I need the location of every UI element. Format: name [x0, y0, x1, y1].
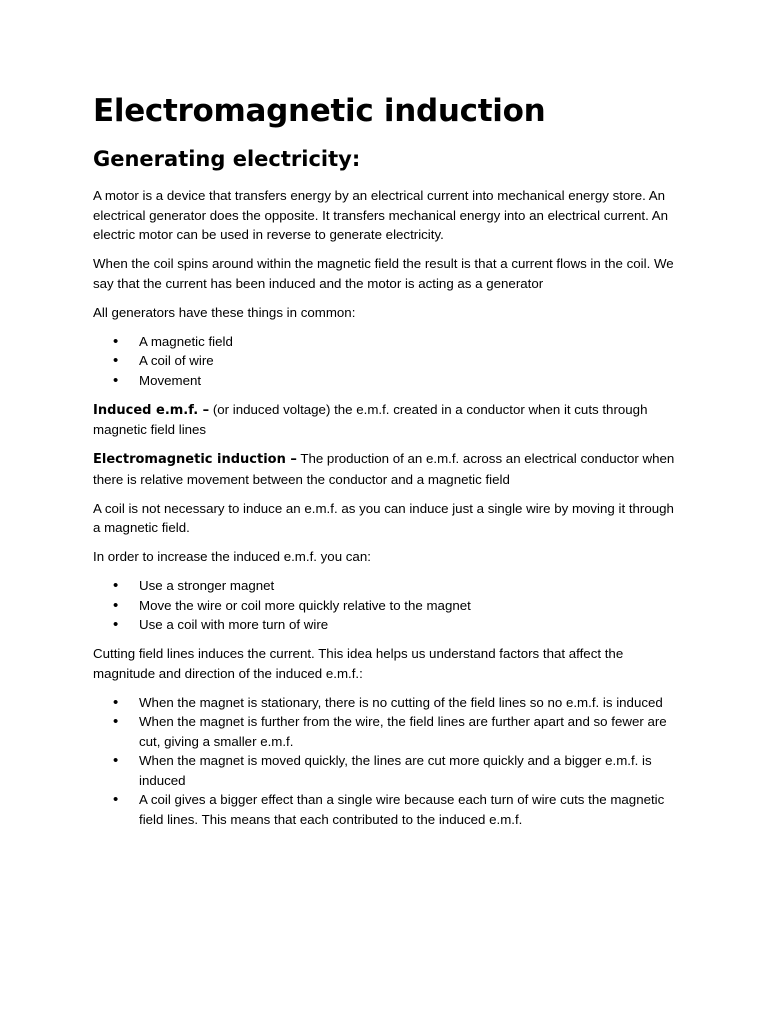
- definition-term: Electromagnetic induction –: [93, 452, 297, 467]
- paragraph-generators-common: All generators have these things in common:: [93, 304, 356, 320]
- paragraph-motor-generator: A motor is a device that transfers energy by an electrical current into mechanical energy store. An electrical generator does the opposite. It transfers mechanical energy into an electrical current. An electric motor can be used in reverse to generate electricity.: [93, 188, 669, 242]
- list-item: • When the magnet is moved quickly, the lines are cut more quickly and a bigger e.m.f. is induced: [93, 751, 683, 790]
- generator-requirements-list: [93, 332, 683, 391]
- list-item: • When the magnet is stationary, there is no cutting of the field lines so no e.m.f. is induced: [93, 693, 683, 713]
- page-title: Electromagnetic induction: [93, 93, 546, 129]
- definition-text: (or induced voltage) the e.m.f. created in a conductor when it cuts through magnetic field lines: [93, 401, 648, 437]
- definition-induced-emf: [93, 400, 683, 440]
- paragraph-cutting-field-lines: Cutting field lines induces the current. This idea helps us understand factors that affect the magnitude and direction of the induced e.m.f.:: [93, 646, 624, 681]
- list-item: • A coil gives a bigger effect than a single wire because each turn of wire cuts the magnetic field lines. This means that each contributed to the induced e.m.f.: [93, 790, 683, 829]
- definition-term: Induced e.m.f. –: [93, 402, 210, 418]
- increase-emf-list: [93, 576, 683, 635]
- definition-text: The production of an e.m.f. across an electrical conductor when there is relative movement between the conductor and a magnetic field: [93, 451, 675, 487]
- paragraph-coil-spins: When the coil spins around within the magnetic field the result is that a current flows in the coil. We say that the current has been induced and the motor is acting as a generator: [93, 256, 674, 291]
- list-item: • Movement: [93, 371, 683, 391]
- section-heading: Generating electricity:: [93, 147, 361, 171]
- factors-list: [93, 693, 683, 830]
- definition-electromagnetic-induction: [93, 449, 683, 489]
- document-page: [93, 90, 683, 839]
- list-item: • A coil of wire: [93, 351, 683, 371]
- list-item: • A magnetic field: [93, 332, 683, 352]
- paragraph-increase-emf: In order to increase the induced e.m.f. you can:: [93, 549, 371, 564]
- list-item: • Move the wire or coil more quickly relative to the magnet: [93, 596, 683, 616]
- list-item: • Use a coil with more turn of wire: [93, 615, 683, 635]
- paragraph-coil-not-necessary: A coil is not necessary to induce an e.m.f. as you can induce just a single wire by moving it through a magnetic field.: [93, 500, 674, 535]
- list-item: • When the magnet is further from the wire, the field lines are further apart and so fewer are cut, giving a smaller e.m.f.: [93, 712, 683, 751]
- list-item: • Use a stronger magnet: [93, 576, 683, 596]
